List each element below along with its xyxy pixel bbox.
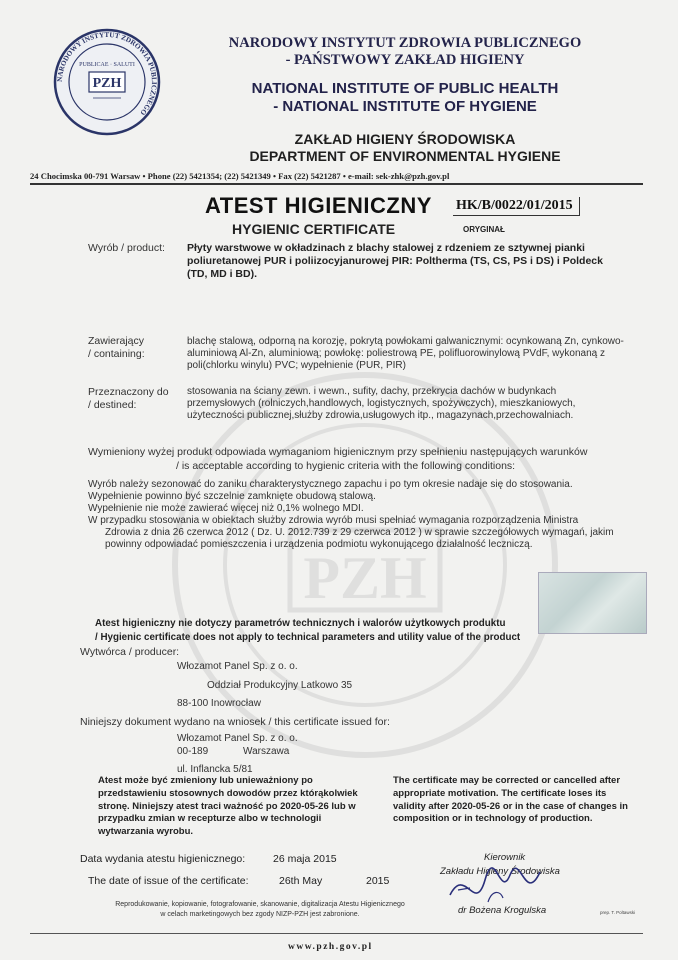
document-subtitle: HYGIENIC CERTIFICATE [232,221,396,237]
signatory-name: dr Bożena Krogulska [458,905,547,916]
condition-line: Zdrowia z dnia 26 czerwca 2012 ( Dz. U. 2012.739 z 29 czerwca 2012 ) w sprawie szczegółowych wymagań, jakim [105,527,614,538]
original-mark: ORYGINAŁ [463,225,505,234]
applicant-label: Niniejszy dokument wydano na wniosek / this certificate issued for: [80,716,390,728]
institute-name-en: NATIONAL INSTITUTE OF PUBLIC HEALTH - NATIONAL INSTITUTE OF HYGIENE [251,80,559,115]
conditions-list [88,479,648,551]
footer-website: www.pzh.gov.pl [288,942,373,952]
issue-date-en-label: The date of issue of the certificate: [88,875,249,887]
applicant-city: Warszawa [243,746,290,757]
validity-pl: Atest może być zmieniony lub unieważniony po przedstawieniu stosownych dowodów przez którąkolwiek stronę. Niniejszy atest traci ważność po 2020-05-26 lub w przypadku zmian w recepturze albo w technologii wytwarzania wyrobu. [98,775,358,838]
validity-en: The certificate may be corrected or cancelled after appropriate motivation. The certificate loses its validity after 2020-05-26 or in the case of changes in composition or in technology of production. [393,775,628,825]
header-divider [30,183,643,185]
producer-city: 88-100 Inowrocław [177,698,261,709]
applicant-street: ul. Inflancka 5/81 [177,764,253,775]
containing-label: Zawierający / containing: [88,335,145,360]
signatory-role-2: Zakładu Higieny Środowiska [440,866,560,877]
destined-text: stosowania na ściany zewn. i wewn., sufity, dachy, przekrycia dachów w budynkach przemysłowych (rolniczych,handlowych, logistycznych, spożywczych), mieszkaniowych, użyteczności publicznej,służby zdrowia,usługowych itp., magazynach,przechowalniach. [187,386,576,421]
condition-line: Wyrób należy sezonować do zaniku charakterystycznego zapachu i po tym okresie nadaje się do stosowania. [88,479,573,490]
condition-line: Wypełnienie nie może zawierać więcej niż 0,1% wolnego MDI. [88,503,364,514]
reproduction-notice: Reprodukowanie, kopiowanie, fotografowanie, skanowanie, digitalizacja Atestu Higienicznego w celach marketingowych bez zgody NIZP-PZH jest zabronione. [115,901,405,918]
department-name: ZAKŁAD HIGIENY ŚRODOWISKA DEPARTMENT OF ENVIRONMENTAL HYGIENE [249,131,561,164]
issue-date-pl: 26 maja 2015 [273,853,337,865]
conditions-intro: Wymieniony wyżej produkt odpowiada wymaganiom higienicznym przy spełnieniu następujących warunków / is acceptable according to hygienic criteria with the following conditions: [88,446,588,472]
producer-label: Wytwórca / producer: [80,646,180,658]
contact-address: 24 Chocimska 00-791 Warsaw • Phone (22) 5421354; (22) 5421349 • Fax (22) 5421287 • e-mail: sek-zhk@pzh.gov.pl [30,171,450,181]
pzh-seal-logo [53,28,161,136]
condition-line: Wypełnienie powinno być szczelnie zamknięte obudową stalową. [88,491,376,502]
signatory-role-1: Kierownik [484,852,526,863]
footer-divider [30,933,643,934]
producer-name: Włozamot Panel Sp. z o. o. [177,661,298,672]
svg-text:NARODOWY INSTYTUT ZDROWIA PUBL: NARODOWY INSTYTUT ZDROWIA PUBLICZNEGO [55,30,159,117]
disclaimer: Atest higieniczny nie dotyczy parametrów technicznych i walorów użytkowych produktu / Hygienic certificate does not apply to technical parameters and utility value of the product [95,618,521,643]
destined-label: Przeznaczony do / destined: [88,386,169,411]
svg-text:PZH: PZH [92,76,122,91]
issue-year-en: 2015 [366,875,390,887]
issue-date-pl-label: Data wydania atestu higienicznego: [80,853,246,865]
issue-date-en: 26th May [279,875,323,887]
institute-name-pl: NARODOWY INSTYTUT ZDROWIA PUBLICZNEGO - PAŃSTWOWY ZAKŁAD HIGIENY [228,35,582,68]
svg-text:PZH: PZH [303,545,427,611]
producer-branch: Oddział Produkcyjny Latkowo 35 [207,680,353,691]
containing-text: blachę stalową, odporną na korozję, pokrytą powłokami galwanicznymi: ocynkowaną Zn, cynkowo-aluminiową Al-Zn, aluminiową; powłokę: poliestrową PE, polifluorowinylową PVdF, wykonaną z poli(chlorku winylu) PVC; wypełnienie (PUR, PIR) [187,336,624,371]
prepared-by: prep. T. Poltawski [600,910,636,915]
document-title: ATEST HIGIENICZNY [205,193,432,218]
applicant-postcode: 00-189 [177,746,209,757]
product-label: Wyrób / product: [88,242,165,254]
product-text: Płyty warstwowe w okładzinach z blachy stalowej z rdzeniem ze sztywnej pianki poliuretanowej PUR i poliizocyjanurowej PIR: Poltherma (TS, CS, PS i DS) i Poldeck (TD, MD i BD). [187,242,603,280]
certificate-number: HK/B/0022/01/2015 [453,197,580,216]
condition-line: W przypadku stosowania w obiektach służby zdrowia wyrób musi spełniać wymagania rozporządzenia Ministra [88,515,579,526]
condition-line: powinny odpowiadać pomieszczenia i urządzenia podmiotu wykonującego działalność leczniczą. [105,539,533,550]
svg-text:PUBLICAE · SALUTI: PUBLICAE · SALUTI [79,62,135,68]
applicant-name: Włozamot Panel Sp. z o. o. [177,733,298,744]
